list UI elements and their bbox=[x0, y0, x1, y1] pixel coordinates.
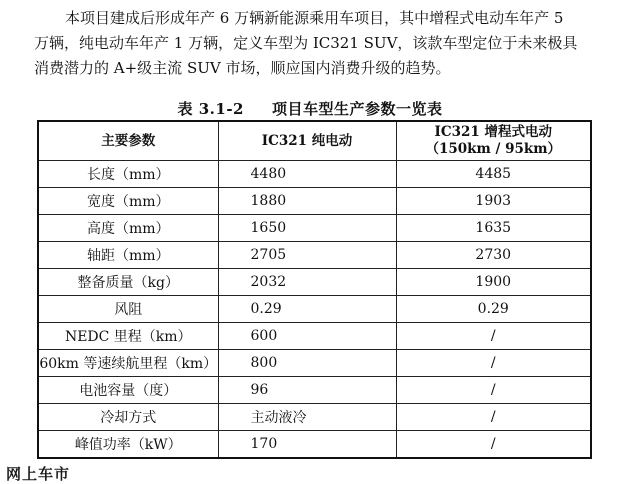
paragraph-line: 万辆，纯电动车年产 1 万辆，定义车型为 IC321 SUV，该款车型定位于未来极具 bbox=[34, 34, 578, 52]
table-row bbox=[38, 161, 591, 188]
table-title: 项目车型生产参数一览表 bbox=[271, 100, 443, 118]
erev-value-cell: 1635 bbox=[396, 215, 591, 242]
paragraph-line: 本项目建成后形成年产 6 万辆新能源乘用车项目，其中增程式电动车年产 5 bbox=[65, 9, 564, 27]
table-caption bbox=[0, 98, 620, 119]
param-cell: 整备质量（kg） bbox=[38, 269, 218, 296]
table-row bbox=[38, 377, 591, 404]
ev-value-cell: 1650 bbox=[218, 215, 396, 242]
table-number: 表 3.1-2 bbox=[177, 100, 244, 118]
table-row bbox=[38, 431, 591, 459]
erev-value-cell: 1903 bbox=[396, 188, 591, 215]
intro-paragraph bbox=[34, 6, 594, 81]
param-cell: 轴距（mm） bbox=[38, 242, 218, 269]
ev-value-cell: 4480 bbox=[218, 161, 396, 188]
param-cell: 峰值功率（kW） bbox=[38, 431, 218, 459]
param-cell: 冷却方式 bbox=[38, 404, 218, 431]
table-row bbox=[38, 188, 591, 215]
paragraph-line: 消费潜力的 A+级主流 SUV 市场，顺应国内消费升级的趋势。 bbox=[34, 59, 451, 77]
table-row bbox=[38, 323, 591, 350]
erev-value-cell: 4485 bbox=[396, 161, 591, 188]
param-cell: 风阻 bbox=[38, 296, 218, 323]
ev-value-cell: 600 bbox=[218, 323, 396, 350]
erev-value-cell: 2730 bbox=[396, 242, 591, 269]
ev-value-cell: 2705 bbox=[218, 242, 396, 269]
ev-value-cell: 主动液冷 bbox=[218, 404, 396, 431]
erev-value-cell: / bbox=[396, 323, 591, 350]
erev-value-cell: / bbox=[396, 377, 591, 404]
ev-value-cell: 96 bbox=[218, 377, 396, 404]
ev-value-cell: 170 bbox=[218, 431, 396, 459]
erev-value-cell: / bbox=[396, 431, 591, 459]
header-main-params: 主要参数 bbox=[38, 121, 218, 161]
param-cell: 60km 等速续航里程（km） bbox=[38, 350, 218, 377]
header-erev bbox=[396, 121, 591, 161]
param-cell: 高度（mm） bbox=[38, 215, 218, 242]
table-row bbox=[38, 296, 591, 323]
ev-value-cell: 2032 bbox=[218, 269, 396, 296]
table-row bbox=[38, 269, 591, 296]
param-cell: 长度（mm） bbox=[38, 161, 218, 188]
ev-value-cell: 0.29 bbox=[218, 296, 396, 323]
table-row bbox=[38, 215, 591, 242]
table-header-row bbox=[38, 121, 591, 161]
param-cell: 宽度（mm） bbox=[38, 188, 218, 215]
param-cell: 电池容量（度） bbox=[38, 377, 218, 404]
erev-value-cell: 0.29 bbox=[396, 296, 591, 323]
header-erev-title: IC321 增程式电动 bbox=[434, 124, 552, 140]
table-row bbox=[38, 242, 591, 269]
erev-value-cell: / bbox=[396, 404, 591, 431]
table-row bbox=[38, 404, 591, 431]
erev-value-cell: 1900 bbox=[396, 269, 591, 296]
erev-value-cell: / bbox=[396, 350, 591, 377]
ev-value-cell: 800 bbox=[218, 350, 396, 377]
param-cell: NEDC 里程（km） bbox=[38, 323, 218, 350]
header-ev: IC321 纯电动 bbox=[218, 121, 396, 161]
ev-value-cell: 1880 bbox=[218, 188, 396, 215]
header-erev-range: （150km / 95km） bbox=[425, 141, 562, 157]
watermark-logo: 网上车市 bbox=[6, 465, 71, 483]
table-row bbox=[38, 350, 591, 377]
vehicle-parameters-table bbox=[37, 120, 592, 459]
